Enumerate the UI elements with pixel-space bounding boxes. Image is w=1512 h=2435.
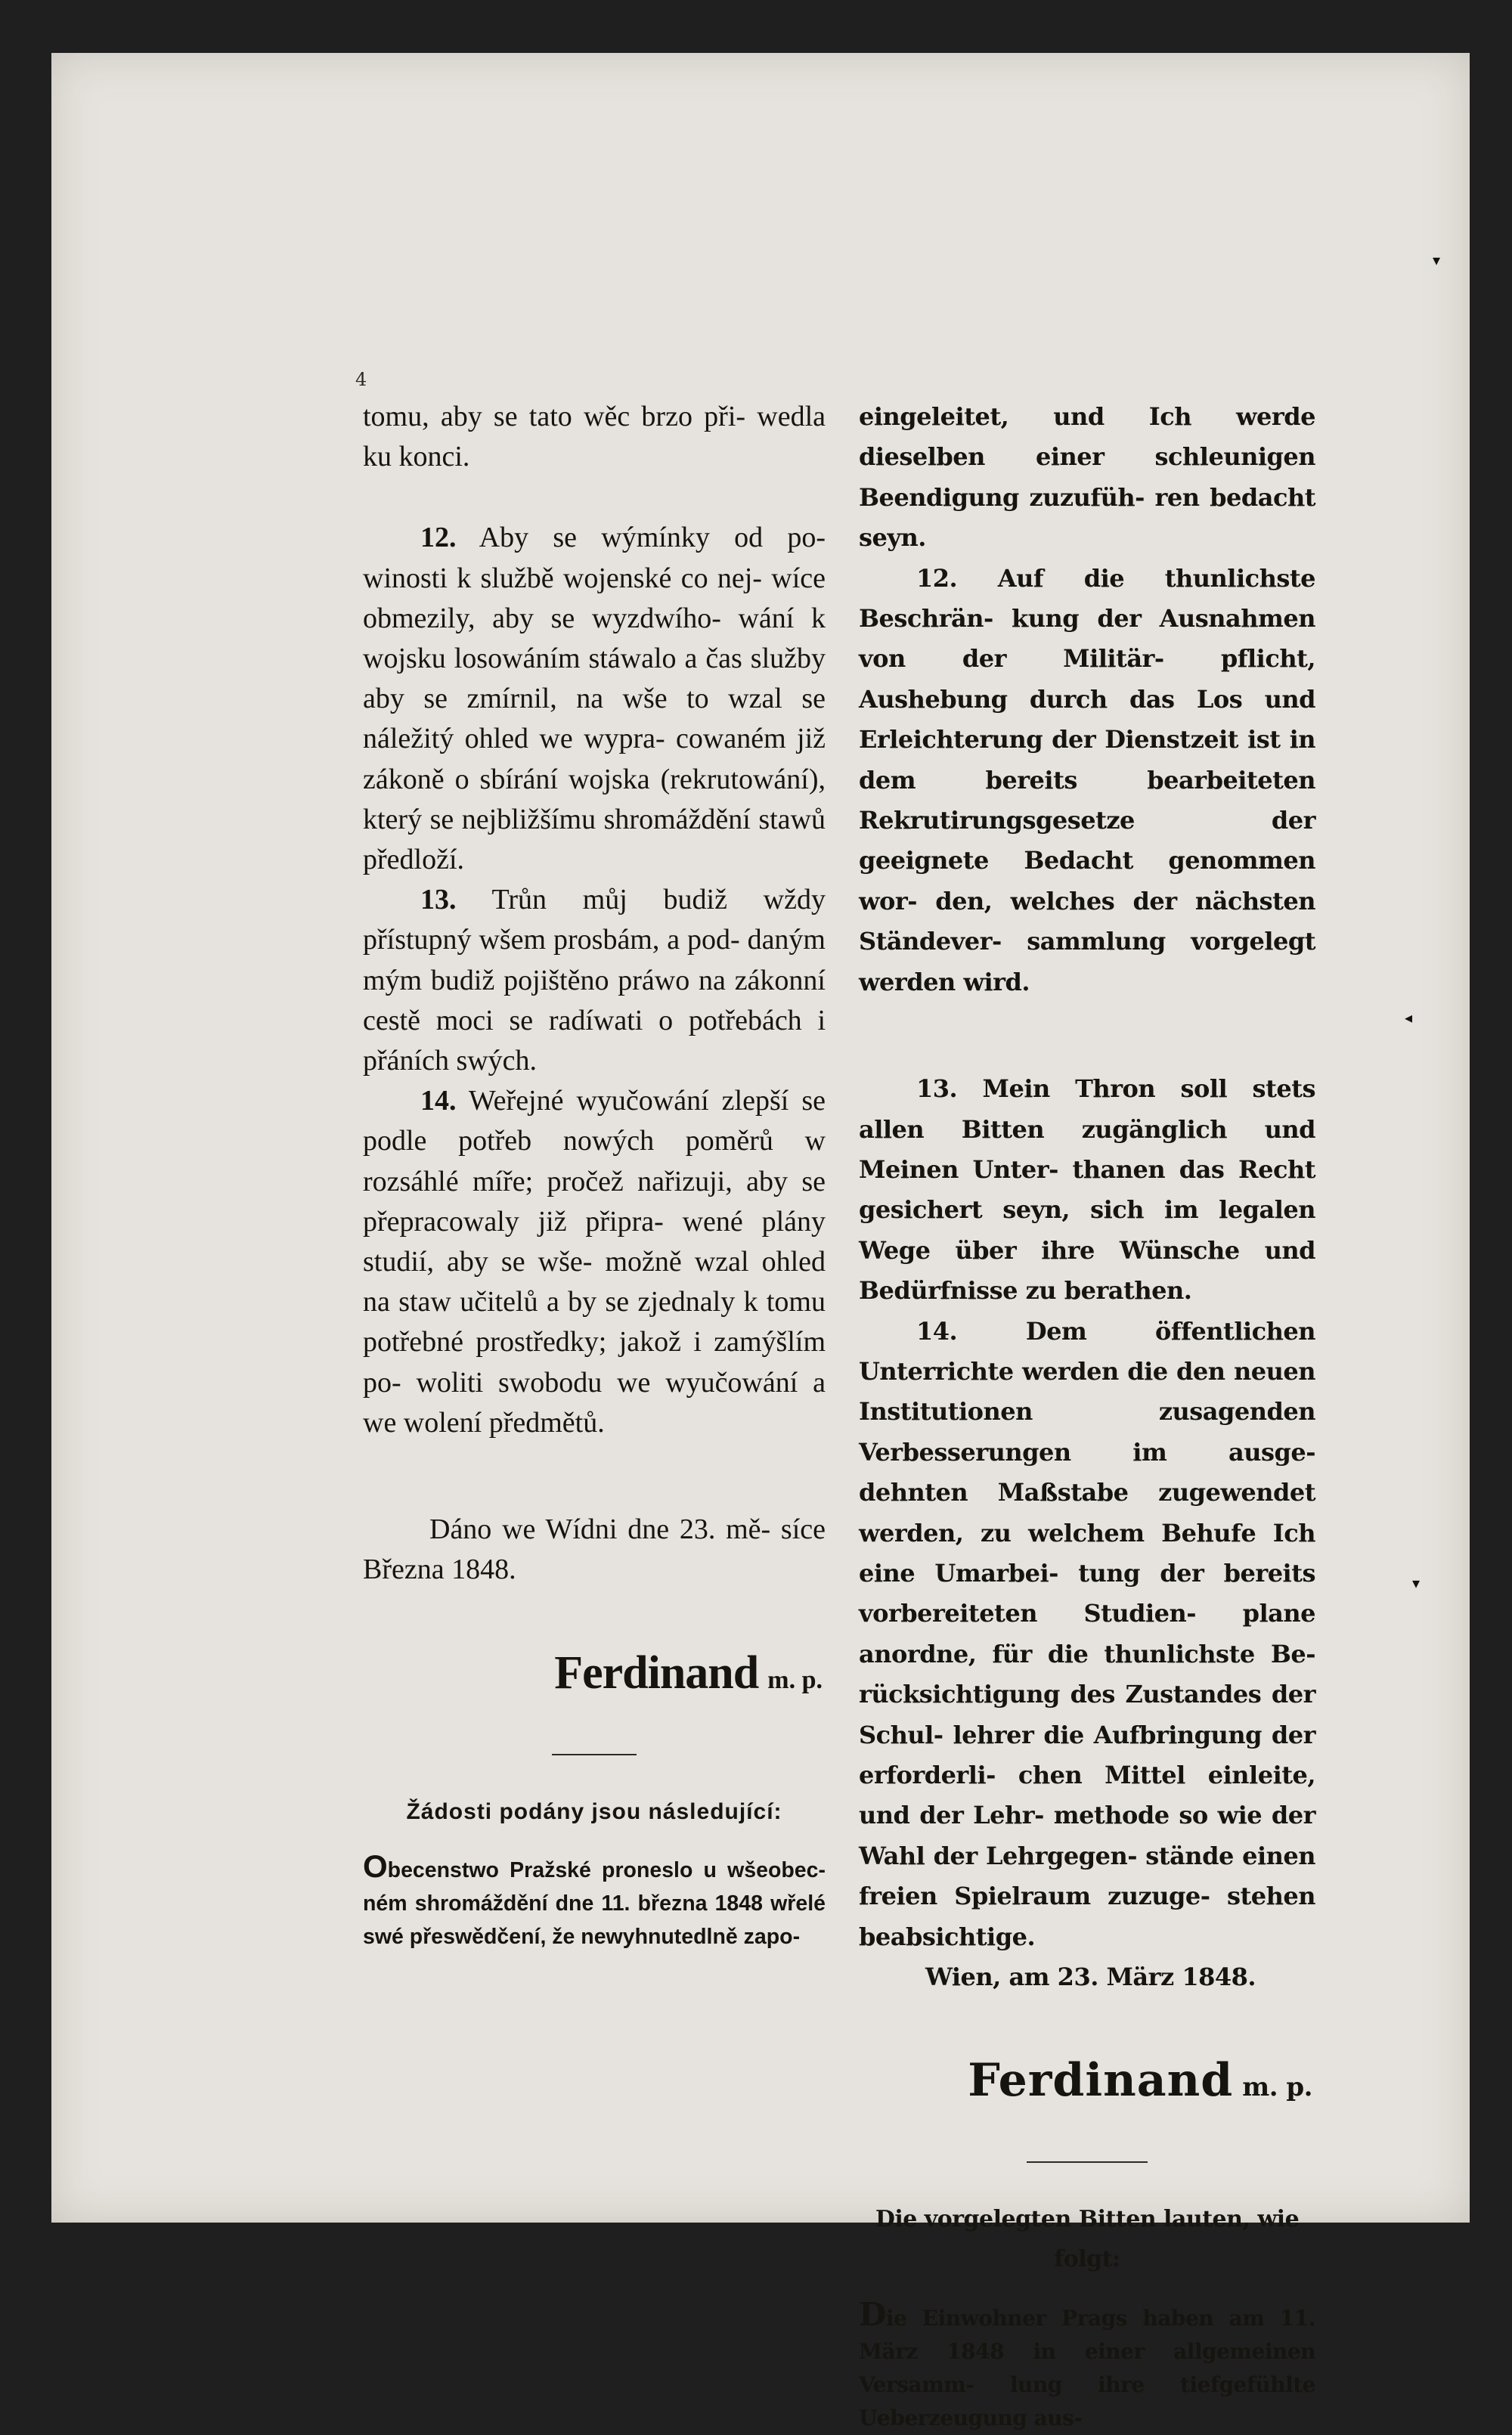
german-paragraph-14	[859, 1312, 1315, 1958]
czech-paragraph-14	[363, 1081, 826, 1443]
german-column	[859, 397, 1315, 2435]
german-petitions-text	[859, 2295, 1315, 2435]
czech-petitions-heading: Žádosti podány jsou následující:	[406, 1798, 782, 1824]
german-signature-suffix: m. p.	[1242, 2072, 1312, 2103]
czech-p12-number: 12.	[420, 522, 457, 554]
czech-date-line: Dáno we Wídni dne 23. mě- síce Března 1848.	[363, 1513, 826, 1586]
german-p14-text: Dem öffentlichen Unterrichte werden die den neuen Institutionen zusagenden Verbesserungen im ausge- dehnten Maßstabe zugewendet werden, zu welchem Behufe Ich eine Umarbei- tung der bereits vorbereiteten Studien- plane anordne, für die thunlichste Be- rücksichtigung des Zustandes der Schul- lehrer die Aufbringung der erforderli- chen Mittel einleite, und der Lehr- methode so wie der Wahl der Lehrgegen- stände einen freien Spielraum zuzuge- stehen beabsichtige.	[859, 1316, 1316, 1951]
czech-petitions-text	[363, 1850, 826, 1953]
czech-column	[363, 397, 826, 1953]
czech-p13-text: Trůn můj budiž wždy přístupný wšem prosbám, a pod- daným mým budiž pojištěno práwo na zákonní cestě moci se radíwati o potřebách i přáních swých.	[363, 884, 826, 1077]
czech-paragraph-12	[363, 518, 826, 880]
margin-mark-icon: ▾	[1412, 1574, 1421, 1592]
document-page	[51, 53, 1470, 2430]
czech-divider	[552, 1754, 637, 1755]
margin-mark-icon: ◂	[1405, 1008, 1413, 1027]
german-signature	[859, 2054, 1315, 2108]
german-p14-number: 14.	[916, 1316, 958, 1346]
czech-p14-number: 14.	[420, 1085, 457, 1117]
czech-dropcap: O	[363, 1848, 388, 1884]
german-dropcap: D	[859, 2295, 886, 2333]
czech-signature-name: Ferdinand	[554, 1647, 759, 1699]
page-number: 4	[355, 369, 367, 390]
czech-p13-number: 13.	[420, 884, 457, 916]
czech-p14-text: Weřejné wyučowání zlepší se podle potřeb nowých poměrů w rozsáhlé míře; pročež nařizuji, aby se přepracowaly již připra- wené plány studií, aby se wše- možně wzal ohled na staw učitelů a by se zjednaly k tomu potřebné prostředky; jakož i zamýšlím po- woliti swobodu we wyučowání a we wolení předmětů.	[363, 1085, 826, 1439]
german-petitions-body: ie Einwohner Prags haben am 11. März 1848 in einer allgemeinen Versamm- lung ihre tiefgefühlte Ueberzeugung aus-	[859, 2305, 1315, 2430]
czech-intro-paragraph: tomu, aby se tato wěc brzo při- wedla ku konci.	[363, 401, 826, 473]
german-paragraph-13	[859, 1069, 1315, 1311]
german-paragraph-12	[859, 559, 1315, 1002]
german-p13-text: Mein Thron soll stets allen Bitten zugänglich und Meinen Unter- thanen das Recht gesichert seyn, sich im legalen Wege über ihre Wünsche und Bedürfnisse zu berathen.	[859, 1074, 1316, 1306]
czech-petitions-body: becenstwo Pražské proneslo u wšeobec- ném shromáždění dne 11. března 1848 wřelé swé přeswědčení, že newyhnutedlně zapo-	[363, 1857, 826, 1949]
czech-p12-text: Aby se wýmínky od po- winosti k službě wojenské co nej- wíce obmezily, aby se wyzdwího- wání k wojsku losowáním stáwalo a čas služby aby se zmírnil, na wše to wzal se náležitý ohled we wypra- cowaném již zákoně o sbírání wojska (rekrutowání), který se nejbližšímu shromáždění stawů předloží.	[363, 522, 826, 876]
german-p12-number: 12.	[916, 563, 958, 593]
margin-mark-icon: ▾	[1433, 251, 1441, 269]
german-petitions-heading: Die vorgelegten Bitten lauten, wie folgt:	[875, 2205, 1300, 2273]
czech-signature	[363, 1647, 826, 1700]
german-p13-number: 13.	[916, 1074, 958, 1104]
german-date-line: Wien, am 23. März 1848.	[925, 1963, 1256, 1992]
czech-paragraph-13	[363, 880, 826, 1081]
german-p12-text: Auf die thunlichste Beschrän- kung der Ausnahmen von der Militär- pflicht, Aushebung durch das Los und Erleichterung der Dienstzeit ist in dem bereits bearbeiteten Rekrutirungsgesetze der geeignete Bedacht genommen wor- den, welches der nächsten Ständever- sammlung vorgelegt werden wird.	[859, 563, 1315, 996]
german-divider	[1027, 2161, 1148, 2163]
german-signature-name: Ferdinand	[968, 2054, 1234, 2108]
german-intro-paragraph: eingeleitet, und Ich werde dieselben einer schleunigen Beendigung zuzufüh- ren bedacht seyn.	[859, 402, 1315, 553]
czech-signature-suffix: m. p.	[767, 1666, 823, 1695]
